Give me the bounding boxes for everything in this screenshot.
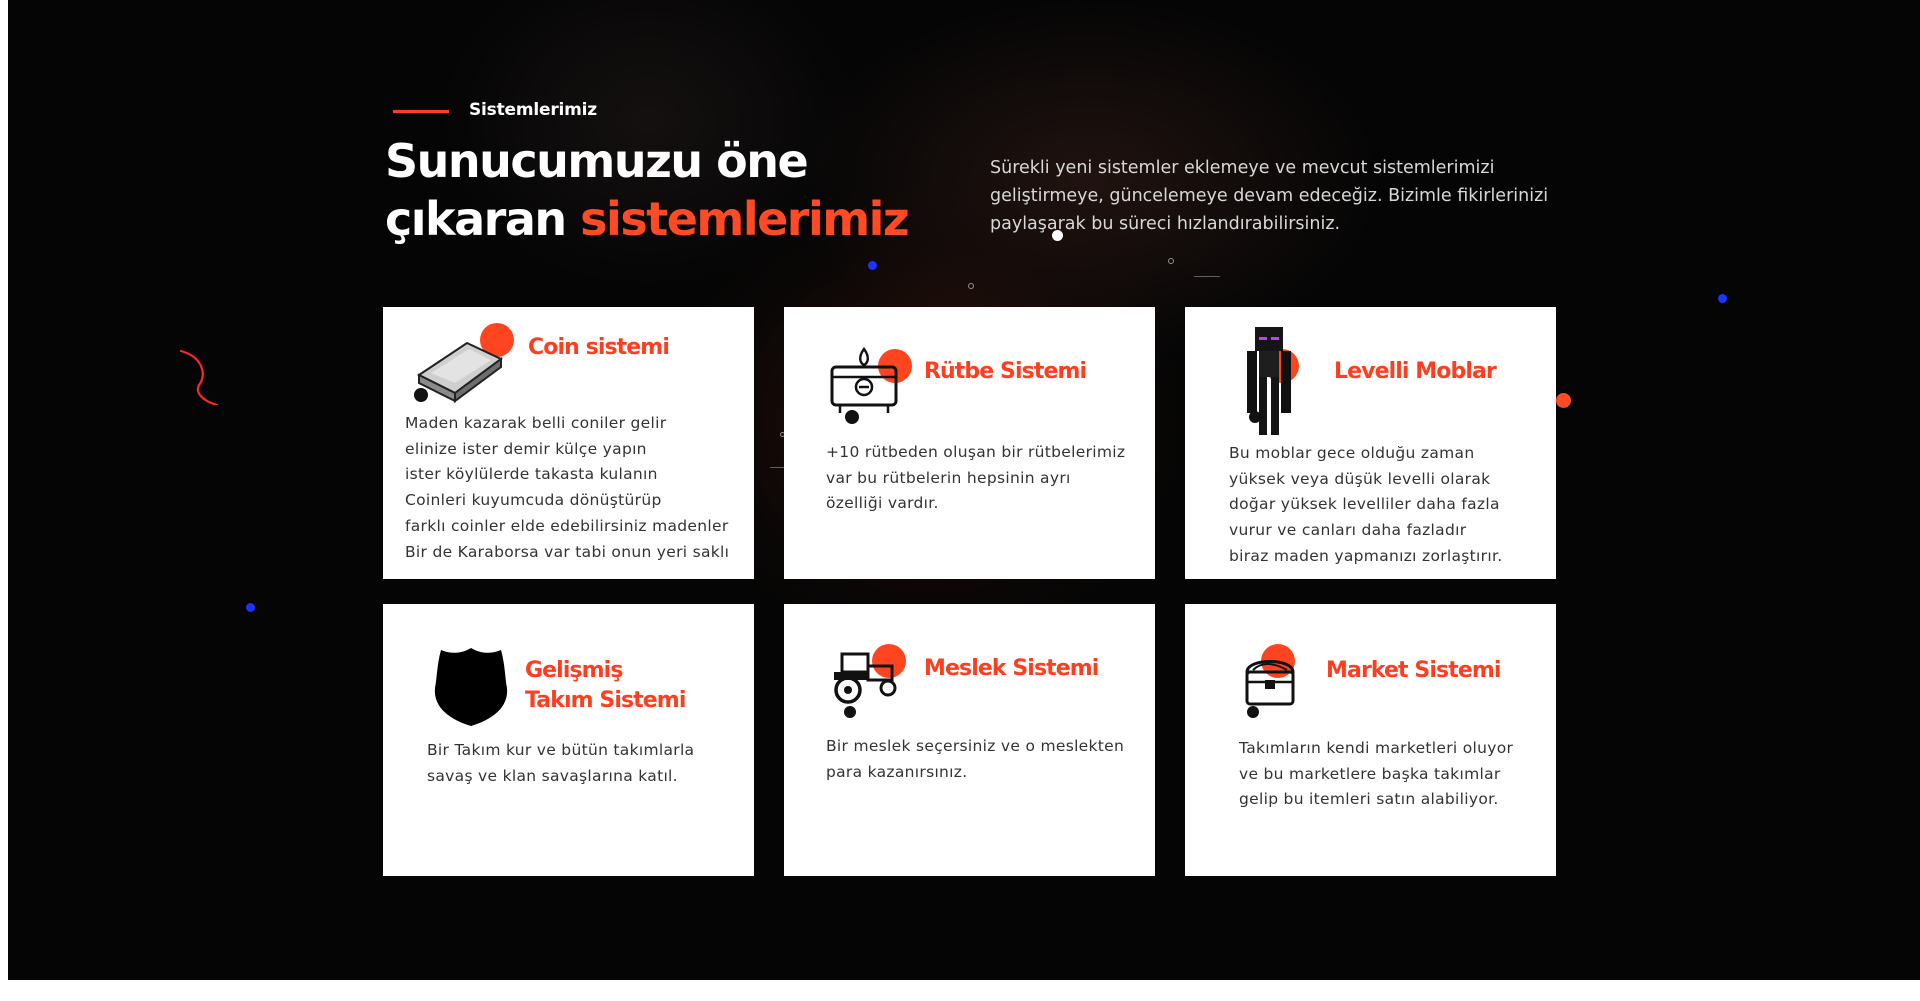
card-description: Bir meslek seçersiniz ve o meslekten para kazanırsınız. [826, 737, 1125, 781]
card-title: Meslek Sistemi [924, 656, 1099, 681]
card-title: Market Sistemi [1326, 658, 1501, 683]
enderman-icon [1239, 327, 1305, 439]
treasure-chest-icon [1243, 650, 1309, 722]
card-title-line-1: Gelişmiş [525, 658, 623, 683]
card-title [525, 656, 685, 716]
card-description: Maden kazarak belli coniler gelir elinize ister demir külçe yapın ister köylülerde takasta kulanın Coinleri kuyumcuda dönüştürüp farklı coinler elde edebilirsiniz madenler Bir de Karaborsa var tabi onun yeri saklı [405, 414, 730, 561]
tractor-icon [832, 650, 904, 720]
card-market-system [1185, 604, 1556, 876]
card-title: Coin sistemi [528, 335, 669, 360]
decorative-red-squiggle [173, 345, 233, 405]
card-description: Takımların kendi marketleri oluyor ve bu marketlere başka takımlar gelip bu itemleri satın alabiliyor. [1239, 739, 1514, 809]
card-leveled-mobs [1185, 307, 1556, 579]
card-title: Rütbe Sistemi [924, 359, 1087, 384]
iron-ingot-icon [411, 325, 507, 407]
card-coin-system [383, 307, 754, 579]
decorative-spark [1168, 258, 1174, 264]
decorative-dash [1194, 276, 1220, 277]
decorative-spark [968, 283, 974, 289]
headline-line-2-prefix: çıkaran [385, 192, 581, 246]
card-profession-system [784, 604, 1155, 876]
decorative-blue-dot [868, 261, 877, 270]
card-description: +10 rütbeden oluşan bir rütbelerimiz var bu rütbelerin hepsinin ayrı özelliği vardır. [826, 443, 1126, 513]
section-headline [385, 132, 908, 248]
card-team-system [383, 604, 754, 876]
card-title: Levelli Moblar [1334, 359, 1496, 384]
decorative-orange-dot [1556, 393, 1571, 408]
rank-badge-icon [828, 345, 908, 427]
systems-section [8, 0, 1920, 980]
eyebrow-line [393, 110, 449, 113]
section-intro: Sürekli yeni sistemler eklemeye ve mevcut sistemlerimizi geliştirmeye, güncelemeye devam edeceğiz. Bizimle fikirlerinizi paylaşarak bu süreci hızlandırabilirsiniz. [990, 158, 1549, 234]
headline-accent: sistemlerimiz [580, 192, 909, 246]
decorative-blue-dot [1718, 294, 1727, 303]
card-description: Bir Takım kur ve bütün takımlarla savaş ve klan savaşlarına katıl. [427, 741, 695, 785]
card-rank-system [784, 307, 1155, 579]
shield-icon [429, 646, 513, 728]
decorative-blue-dot [246, 603, 255, 612]
card-title-line-2: Takım Sistemi [525, 688, 686, 713]
section-eyebrow: Sistemlerimiz [469, 100, 597, 120]
card-description: Bu moblar gece olduğu zaman yüksek veya düşük levelli olarak doğar yüksek levelliler daha fazla vurur ve canları daha fazladır biraz maden yapmanızı zorlaştırır. [1229, 444, 1503, 565]
headline-line-1: Sunucumuzu öne [385, 134, 808, 188]
decorative-dash [770, 467, 784, 468]
